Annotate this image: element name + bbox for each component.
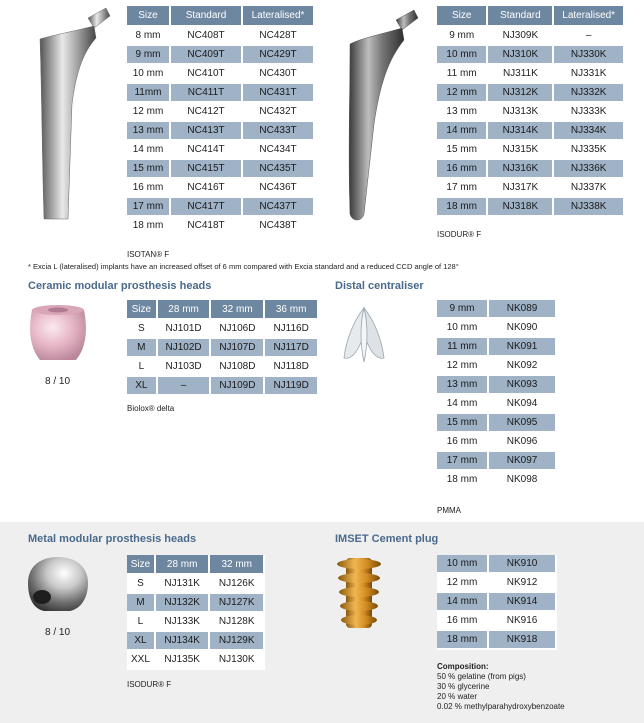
table-cell: NC413T [171,122,243,141]
table-cell: NC428T [243,27,315,46]
imset-title: IMSET Cement plug [335,533,439,545]
metal-title: Metal modular prosthesis heads [28,533,197,545]
header-32mm: 32 mm [210,555,265,575]
table-cell: XXL [127,651,156,670]
table-cell: NJ314K [488,122,554,141]
table-cell: 14 mm [437,593,489,612]
table-cell: 15 mm [437,414,489,433]
table-row [127,46,315,65]
header-32mm: 32 mm [211,300,265,320]
table-cell: NJ135K [156,651,211,670]
table-cell: NJ311K [488,65,554,84]
table-cell: NJ126K [210,575,265,594]
composition-item: 50 % gelatine (from pigs) [437,672,526,681]
table-cell: NJ131K [156,575,211,594]
table-cell: NJ338K [554,198,625,217]
composition-item: 0.02 % methylparahydroxybenzoate [437,702,565,711]
table-cell: NC409T [171,46,243,65]
table-cell: NJ129K [210,632,265,651]
header-standard: Standard [488,6,554,27]
table-cell: NC432T [243,103,315,122]
table-row [437,414,557,433]
header-lateralised: Lateralised* [243,6,315,27]
table-cell: NK093 [489,376,557,395]
header-28mm: 28 mm [158,300,212,320]
table-cell: NK090 [489,319,557,338]
table-cell: 16 mm [437,612,489,631]
table-row [437,179,625,198]
composition-item: 30 % glycerine [437,682,490,691]
table-cell: NC414T [171,141,243,160]
ceramic-caption: Biolox® delta [127,404,175,413]
table-cell: XL [127,632,156,651]
table-cell: 16 mm [437,433,489,452]
table-row [127,320,319,339]
table-cell: NC438T [243,217,315,236]
table-cell: NK910 [489,555,557,574]
table-cell: NJ309K [488,27,554,46]
table-row [127,122,315,141]
table-cell: 13 mm [437,103,488,122]
composition-label: Composition: [437,662,489,671]
table-cell: NJ118D [265,358,319,377]
table-cell: NJ337K [554,179,625,198]
table-cell: S [127,575,156,594]
table-cell: – [158,377,212,396]
table-row [127,160,315,179]
table-cell: NC415T [171,160,243,179]
table-cell: NJ132K [156,594,211,613]
table-cell: NC435T [243,160,315,179]
table-row [437,141,625,160]
table-row [437,84,625,103]
table-cell: 9 mm [437,27,488,46]
distal-table [437,300,557,490]
imset-table [437,555,557,650]
table-cell: NJ108D [211,358,265,377]
table-row [437,357,557,376]
table-row [437,160,625,179]
table-cell: NK098 [489,471,557,490]
table-cell: 10 mm [437,319,489,338]
table-cell: NJ317K [488,179,554,198]
table-cell: 16 mm [437,160,488,179]
table-row [127,339,319,358]
table-cell: NC431T [243,84,315,103]
ceramic-taper: 8 / 10 [45,376,71,387]
table-row [437,555,557,574]
table-row [127,103,315,122]
table-cell: 11mm [127,84,171,103]
distal-centraliser-image [334,300,394,370]
metal-head-image [24,555,90,613]
table-cell: NJ310K [488,46,554,65]
table-cell: 17 mm [437,452,489,471]
header-28mm: 28 mm [156,555,211,575]
table-cell: 11 mm [437,65,488,84]
table-cell: NJ134K [156,632,211,651]
header-36mm: 36 mm [265,300,319,320]
isodur-stem-image [340,4,425,229]
table-cell: L [127,613,156,632]
header-size: Size [127,6,171,27]
table-row [127,141,315,160]
ceramic-title: Ceramic modular prosthesis heads [28,280,212,292]
table-cell: NJ313K [488,103,554,122]
composition-block [437,662,637,712]
table-row [127,84,315,103]
table-cell: NC412T [171,103,243,122]
table-cell: NC410T [171,65,243,84]
table-row [437,198,625,217]
table-cell: 10 mm [437,46,488,65]
isotan-table [127,6,315,236]
header-size: Size [127,300,158,320]
table-cell: 12 mm [437,574,489,593]
table-row [127,594,265,613]
table-row [437,65,625,84]
table-cell: NJ316K [488,160,554,179]
table-row [437,593,557,612]
table-row [437,338,557,357]
table-cell: NC430T [243,65,315,84]
table-row [127,358,319,377]
table-row [127,217,315,236]
table-row [437,612,557,631]
table-cell: NJ101D [158,320,212,339]
table-cell: NJ127K [210,594,265,613]
table-row [437,122,625,141]
table-cell: 10 mm [127,65,171,84]
table-row [437,433,557,452]
table-cell: 10 mm [437,555,489,574]
table-cell: 15 mm [437,141,488,160]
table-cell: NK914 [489,593,557,612]
table-cell: NC418T [171,217,243,236]
imset-plug-image [334,552,384,630]
header-standard: Standard [171,6,243,27]
header-size: Size [437,6,488,27]
table-row [437,46,625,65]
table-cell: NJ130K [210,651,265,670]
table-cell: NK091 [489,338,557,357]
table-row [437,27,625,46]
table-cell: NJ116D [265,320,319,339]
table-cell: NC416T [171,179,243,198]
table-row [127,632,265,651]
table-cell: NJ106D [211,320,265,339]
table-cell: NC417T [171,198,243,217]
table-cell: 12 mm [437,84,488,103]
table-cell: 15 mm [127,160,171,179]
table-cell: NK096 [489,433,557,452]
distal-caption: PMMA [437,506,461,515]
table-cell: NC434T [243,141,315,160]
table-row [437,103,625,122]
table-cell: NK089 [489,300,557,319]
table-cell: 18 mm [437,198,488,217]
table-row [437,300,557,319]
table-cell: NJ332K [554,84,625,103]
table-cell: NJ119D [265,377,319,396]
table-cell: NC436T [243,179,315,198]
table-cell: NK097 [489,452,557,471]
table-cell: 17 mm [127,198,171,217]
table-cell: 13 mm [127,122,171,141]
table-cell: 12 mm [437,357,489,376]
table-cell: 14 mm [437,395,489,414]
table-cell: NK912 [489,574,557,593]
table-cell: NJ335K [554,141,625,160]
metal-taper: 8 / 10 [45,627,71,638]
ceramic-head-image [26,300,90,364]
table-cell: NJ318K [488,198,554,217]
table-row [127,377,319,396]
table-row [437,574,557,593]
table-row [437,452,557,471]
table-cell: 9 mm [437,300,489,319]
table-cell: M [127,339,158,358]
isodur-caption: ISODUR® F [437,230,482,239]
table-row [127,651,265,670]
table-cell: S [127,320,158,339]
table-cell: NC429T [243,46,315,65]
ceramic-table [127,300,319,396]
table-row [127,27,315,46]
table-cell: NJ133K [156,613,211,632]
table-cell: NJ117D [265,339,319,358]
table-cell: NK094 [489,395,557,414]
table-cell: NC437T [243,198,315,217]
table-row [127,198,315,217]
table-cell: 9 mm [127,46,171,65]
table-cell: NK916 [489,612,557,631]
table-row [127,65,315,84]
table-cell: NJ334K [554,122,625,141]
table-cell: NJ312K [488,84,554,103]
table-row [437,395,557,414]
table-cell: NJ331K [554,65,625,84]
composition-item: 20 % water [437,692,478,701]
table-cell: 18 mm [437,471,489,490]
table-cell: 11 mm [437,338,489,357]
table-row [437,376,557,395]
table-cell: NJ333K [554,103,625,122]
table-cell: NJ336K [554,160,625,179]
table-cell: 16 mm [127,179,171,198]
table-cell: – [554,27,625,46]
isodur-table [437,6,625,217]
table-row [127,575,265,594]
table-cell: L [127,358,158,377]
table-cell: NJ315K [488,141,554,160]
metal-caption: ISODUR® F [127,680,172,689]
distal-title: Distal centraliser [335,280,424,292]
table-cell: NJ103D [158,358,212,377]
table-cell: 18 mm [437,631,489,650]
table-cell: NC433T [243,122,315,141]
header-size: Size [127,555,156,575]
table-row [437,471,557,490]
table-cell: 12 mm [127,103,171,122]
table-row [127,179,315,198]
table-cell: M [127,594,156,613]
table-row [437,319,557,338]
table-cell: 8 mm [127,27,171,46]
table-cell: 13 mm [437,376,489,395]
table-cell: NK092 [489,357,557,376]
isotan-caption: ISOTAN® F [127,250,170,259]
table-cell: NK918 [489,631,557,650]
table-row [437,631,557,650]
table-cell: NC411T [171,84,243,103]
table-cell: NJ102D [158,339,212,358]
table-cell: 17 mm [437,179,488,198]
table-cell: NJ109D [211,377,265,396]
table-cell: NJ128K [210,613,265,632]
footnote: * Excia L (lateralised) implants have an increased offset of 6 mm compared with Excia standard and a reduced CCD angle of 128° [28,262,459,271]
isotan-stem-image [30,4,115,229]
table-cell: NJ330K [554,46,625,65]
table-cell: 14 mm [437,122,488,141]
table-cell: NK095 [489,414,557,433]
table-cell: XL [127,377,158,396]
table-row [127,613,265,632]
table-cell: 18 mm [127,217,171,236]
table-cell: 14 mm [127,141,171,160]
table-cell: NC408T [171,27,243,46]
header-lateralised: Lateralised* [554,6,625,27]
table-cell: NJ107D [211,339,265,358]
metal-table [127,555,265,670]
